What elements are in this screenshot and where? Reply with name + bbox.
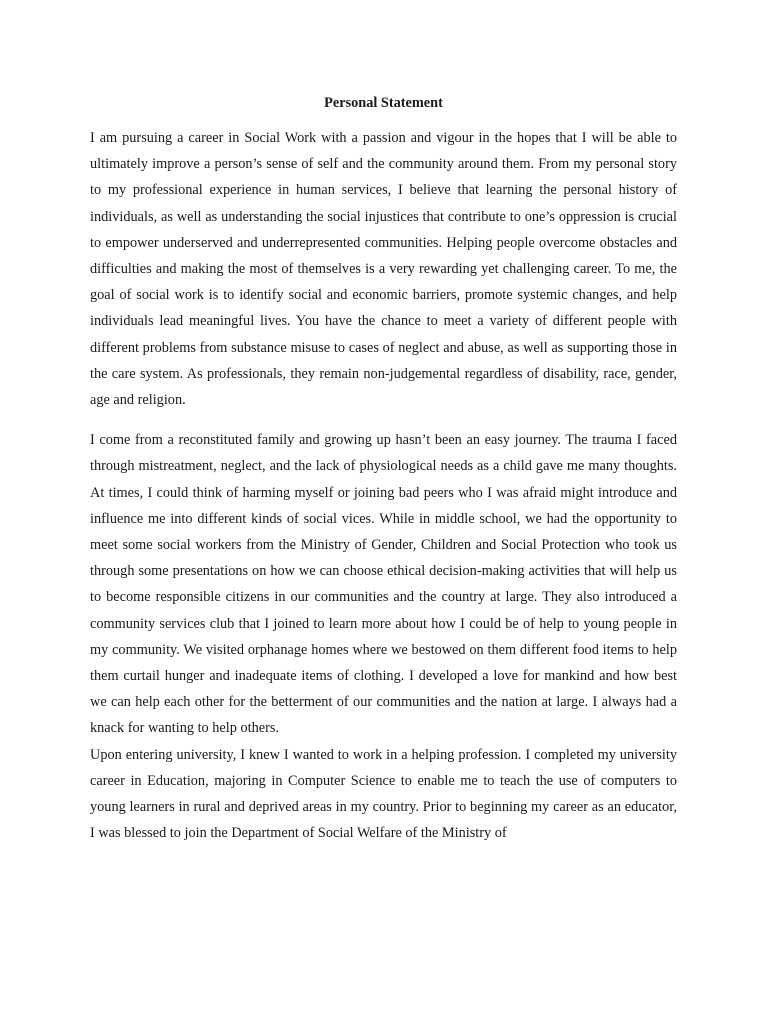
paragraph-university: Upon entering university, I knew I wanted to work in a helping profession. I completed my university career in Education, majoring in Computer Science to enable me to teach the use of computers to young learners in rural and deprived areas in my country. Prior to beginning my career as an educator, I was blessed to join the Department of Social Welfare of the Ministry of	[90, 746, 677, 842]
paragraph-background: I come from a reconstituted family and growing up hasn’t been an easy journey. The trauma I faced through mistreatment, neglect, and the lack of physiological needs as a child gave me many thoughts. At times, I could think of harming myself or joining bad peers who I was afraid might introduce and influence me into different kinds of social vices. While in middle school, we had the opportunity to meet some social workers from the Ministry of Gender, Children and Social Protection who took us through some presentations on how we can choose ethical decision-making activities that will help us to become responsible citizens in our communities and the country at large. They also introduced a community services club that I joined to learn more about how I could be of help to young people in my community. We visited orphanage homes where we bestowed on them different food items to help them curtail hunger and inadequate items of clothing. I developed a love for mankind and how best we can help each other for the betterment of our communities and the nation at large. I always had a knack for wanting to help others.	[90, 432, 677, 737]
paragraph-intro: I am pursuing a career in Social Work with a passion and vigour in the hopes that I will be able to ultimately improve a person’s sense of self and the community around them. From my personal story to my professional experience in human services, I believe that learning the personal history of individuals, as well as understanding the social injustices that contribute to one’s oppression is crucial to empower underserved and underrepresented communities. Helping people overcome obstacles and difficulties and making the most of themselves is a very rewarding yet challenging career. To me, the goal of social work is to identify social and economic barriers, promote systemic changes, and help individuals lead meaningful lives. You have the chance to meet a variety of different people with different problems from substance misuse to cases of neglect and abuse, as well as supporting those in the care system. As professionals, they remain non-judgemental regardless of disability, race, gender, age and religion.	[90, 130, 677, 409]
document-title: Personal Statement	[324, 95, 443, 111]
document-page	[90, 91, 677, 846]
